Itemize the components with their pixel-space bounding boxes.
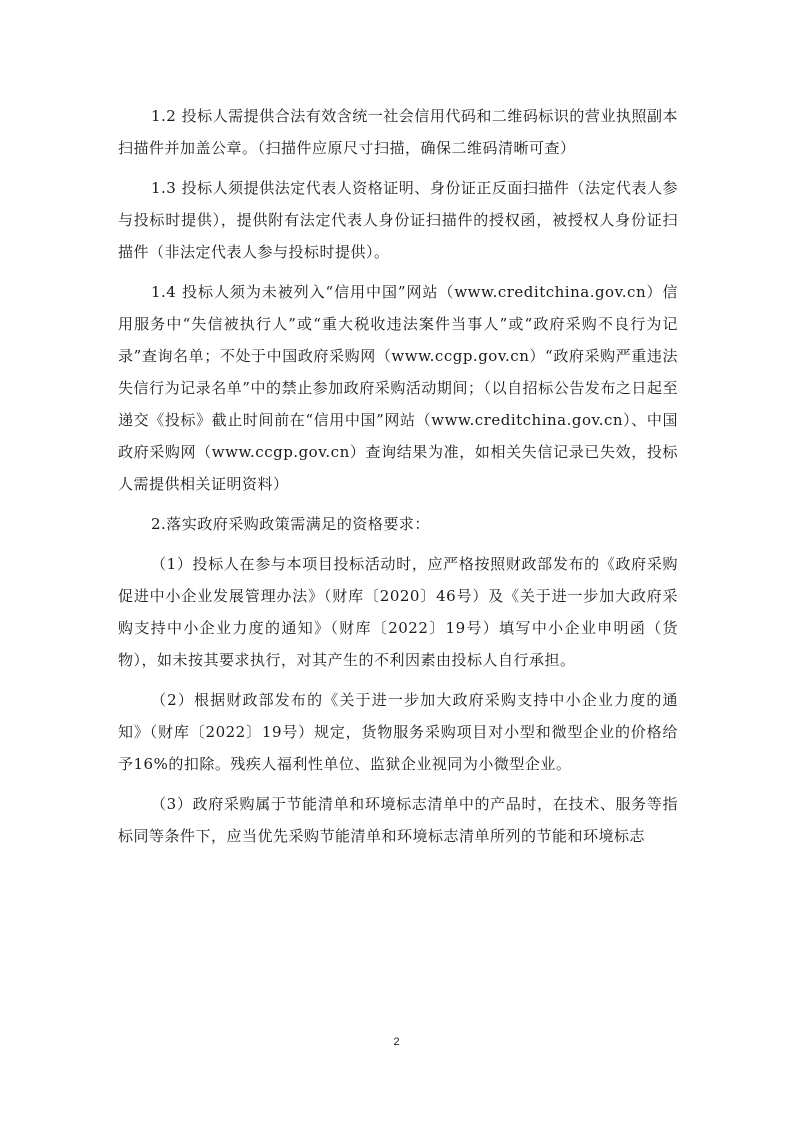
- paragraph-1-2: 1.2 投标人需提供合法有效含统一社会信用代码和二维码标识的营业执照副本扫描件并加盖公章。（扫描件应原尺寸扫描，确保二维码清晰可查）: [118, 107, 678, 157]
- paragraph-1-4: 1.4 投标人须为未被列入“信用中国”网站（www.creditchina.gov.cn）信用服务中“失信被执行人”或“重大税收违法案件当事人”或“政府采购不良行为记录”查询名单；不处于中国政府采购网（www.ccgp.gov.cn）“政府采购严重违法失信行为记录名单”中的禁止参加政府采购活动期间；（以自招标公告发布之日起至递交《投标》截止时间前在“信用中国”网站（www.creditchina.gov.cn）、中国政府采购网（www.ccgp.gov.cn）查询结果为准，如相关失信记录已失效，投标人需提供相关证明资料）: [118, 283, 678, 493]
- paragraph-2-3: （3）政府采购属于节能清单和环境标志清单中的产品时，在技术、服务等指标同等条件下，应当优先采购节能清单和环境标志清单所列的节能和环境标志: [118, 795, 678, 845]
- paragraph-2-1: （1）投标人在参与本项目投标活动时，应严格按照财政部发布的《政府采购促进中小企业发展管理办法》（财库〔2020〕46号）及《关于进一步加大政府采购支持中小企业力度的通知》（财库〔2022〕19号）填写中小企业申明函（货物），如未按其要求执行，对其产生的不利因素由投标人自行承担。: [118, 555, 678, 669]
- page-number: 2: [393, 1036, 400, 1048]
- document-body: [118, 100, 678, 860]
- section-heading-2: 2.落实政府采购政策需满足的资格要求：: [151, 515, 430, 533]
- paragraph-1-3: 1.3 投标人须提供法定代表人资格证明、身份证正反面扫描件（法定代表人参与投标时提供），提供附有法定代表人身份证扫描件的授权函，被授权人身份证扫描件（非法定代表人参与投标时提供）。: [118, 179, 678, 261]
- paragraph-2-2: （2）根据财政部发布的《关于进一步加大政府采购支持中小企业力度的通知》（财库〔2022〕19号）规定，货物服务采购项目对小型和微型企业的价格给予16%的扣除。残疾人福利性单位、监狱企业视同为小微型企业。: [118, 691, 678, 773]
